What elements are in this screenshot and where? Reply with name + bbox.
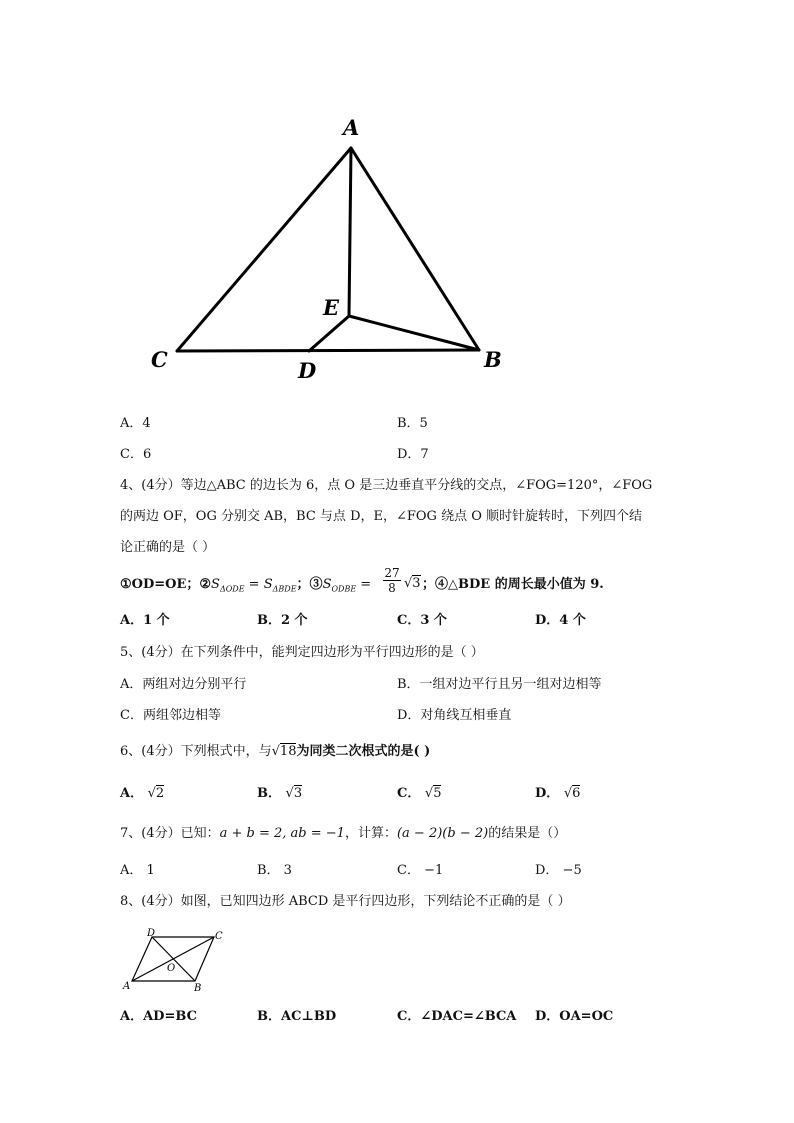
fig2-label-c: C (215, 931, 223, 942)
q4-s2-eq: = (244, 577, 264, 592)
q6-option-b-label: B． (257, 786, 281, 801)
label-a: A (343, 115, 360, 140)
q6-option-d-radicand: 6 (572, 786, 581, 801)
segment-cb (177, 350, 479, 351)
diagonal-bd (152, 937, 195, 981)
q3-option-a[interactable]: A．4 (120, 416, 151, 431)
q4-s3-s: S (322, 577, 332, 592)
q4-s2-left-sub: ΔODE (219, 584, 245, 594)
q4-s2-right-sub: ΔBDE (272, 584, 297, 594)
q3-option-d[interactable]: D．7 (397, 447, 429, 462)
q6-option-d[interactable]: D． √6 (535, 786, 581, 801)
q7-option-a[interactable]: A． 1 (120, 863, 155, 878)
q8-option-c[interactable]: C．∠DAC=∠BCA (397, 1009, 517, 1024)
q7-option-d[interactable]: D． −5 (535, 863, 582, 878)
q4-sqrt3-radicand: 3 (412, 576, 421, 591)
q6-stem-a: 6、(4分）下列根式中，与 (120, 744, 272, 759)
q6-option-b[interactable]: B． √3 (257, 786, 303, 801)
q4-fraction-den: 8 (383, 580, 401, 595)
q4-s3-eq: = (356, 577, 372, 592)
q5-option-b[interactable]: B．一组对边平行且另一组对边相等 (397, 677, 602, 692)
q4-option-b[interactable]: B．2 个 (257, 613, 308, 628)
q8-option-b[interactable]: B．AC⊥BD (257, 1009, 337, 1024)
fig2-label-d: D (147, 928, 156, 939)
q7-given: a + b = 2, ab = −1 (219, 826, 345, 841)
q6-stem-radicand: 18 (279, 744, 297, 759)
q7-stem-a: 7、(4分）已知： (120, 826, 220, 841)
q4-s3-sub: ODBE (331, 584, 357, 594)
q6-option-c-radicand: 5 (433, 786, 442, 801)
q4-stem-line1: 4、(4分）等边△ABC 的边长为 6，点 O 是三边垂直平分线的交点，∠FOG=120°，∠FOG (120, 478, 653, 493)
fig2-label-a: A (123, 981, 131, 992)
q6-option-c[interactable]: C． √5 (397, 786, 442, 801)
fig2-label-o: O (167, 963, 176, 974)
q6-option-c-label: C． (397, 786, 421, 801)
q3-option-c[interactable]: C．6 (120, 447, 152, 462)
q4-statement-3-label: ；③ (296, 577, 323, 592)
q6-option-a-radicand: 2 (155, 786, 165, 801)
q7-option-c[interactable]: C． −1 (397, 863, 444, 878)
q7-stem-b: ，计算： (344, 826, 397, 841)
q8-option-d[interactable]: D．OA=OC (535, 1009, 614, 1024)
q3-option-b[interactable]: B．5 (397, 416, 428, 431)
parallelogram-figure (118, 925, 233, 995)
q4-stem-line3: 论正确的是（ ） (120, 540, 216, 555)
q6-option-a[interactable]: A． √2 (120, 786, 165, 801)
q4-statement-1: ①OD=OE；② (120, 577, 212, 592)
segment-ae (349, 148, 351, 316)
q4-stem-line2: 的两边 OF，OG 分别交 AB，BC 与点 D，E，∠FOG 绕点 O 顺时针旋转时，下列四个结 (120, 509, 642, 524)
q6-stem-b: 为同类二次根式的是( ) (296, 744, 431, 759)
q7-expr: (a − 2)(b − 2) (396, 826, 489, 841)
q6-option-d-label: D． (535, 786, 560, 801)
q7-stem-c: 的结果是（） (488, 826, 567, 841)
segment-ed (309, 316, 349, 351)
q5-option-d[interactable]: D．对角线互相垂直 (397, 708, 512, 723)
segment-ab (351, 148, 479, 350)
q4-fraction-num: 27 (384, 566, 400, 580)
q6-option-a-label: A． (120, 786, 144, 801)
label-e: E (323, 295, 340, 320)
q7-option-b[interactable]: B． 3 (257, 863, 292, 878)
q4-option-c[interactable]: C．3 个 (397, 613, 447, 628)
q4-sqrt3: √3 (404, 576, 421, 591)
q5-stem: 5、(4分）在下列条件中，能判定四边形为平行四边形的是（ ） (120, 645, 484, 660)
label-b: B (484, 347, 502, 372)
q6-stem: 6、(4分）下列根式中，与√18为同类二次根式的是( ) (120, 744, 431, 759)
q4-statement-4: ；④△BDE 的周长最小值为 9. (422, 577, 604, 592)
segment-ac (177, 148, 351, 351)
q4-option-d[interactable]: D．4 个 (535, 613, 586, 628)
q4-fraction (383, 566, 401, 595)
q8-stem: 8、(4分）如图，已知四边形 ABCD 是平行四边形，下列结论不正确的是（ ） (120, 894, 571, 909)
q5-option-c[interactable]: C．两组邻边相等 (120, 708, 221, 723)
q4-s2-right: S (263, 577, 273, 592)
q4-option-a[interactable]: A．1 个 (120, 613, 170, 628)
label-c: C (151, 347, 168, 372)
q5-option-a[interactable]: A．两组对边分别平行 (120, 677, 247, 692)
q7-stem (120, 826, 566, 842)
q6-option-b-radicand: 3 (293, 786, 303, 801)
label-d: D (298, 358, 317, 383)
q8-option-a[interactable]: A．AD=BC (120, 1009, 197, 1024)
fig2-label-b: B (194, 983, 202, 994)
q4-statements (120, 577, 371, 598)
triangle-figure (140, 110, 520, 390)
q4-s2-left: S (211, 577, 220, 592)
